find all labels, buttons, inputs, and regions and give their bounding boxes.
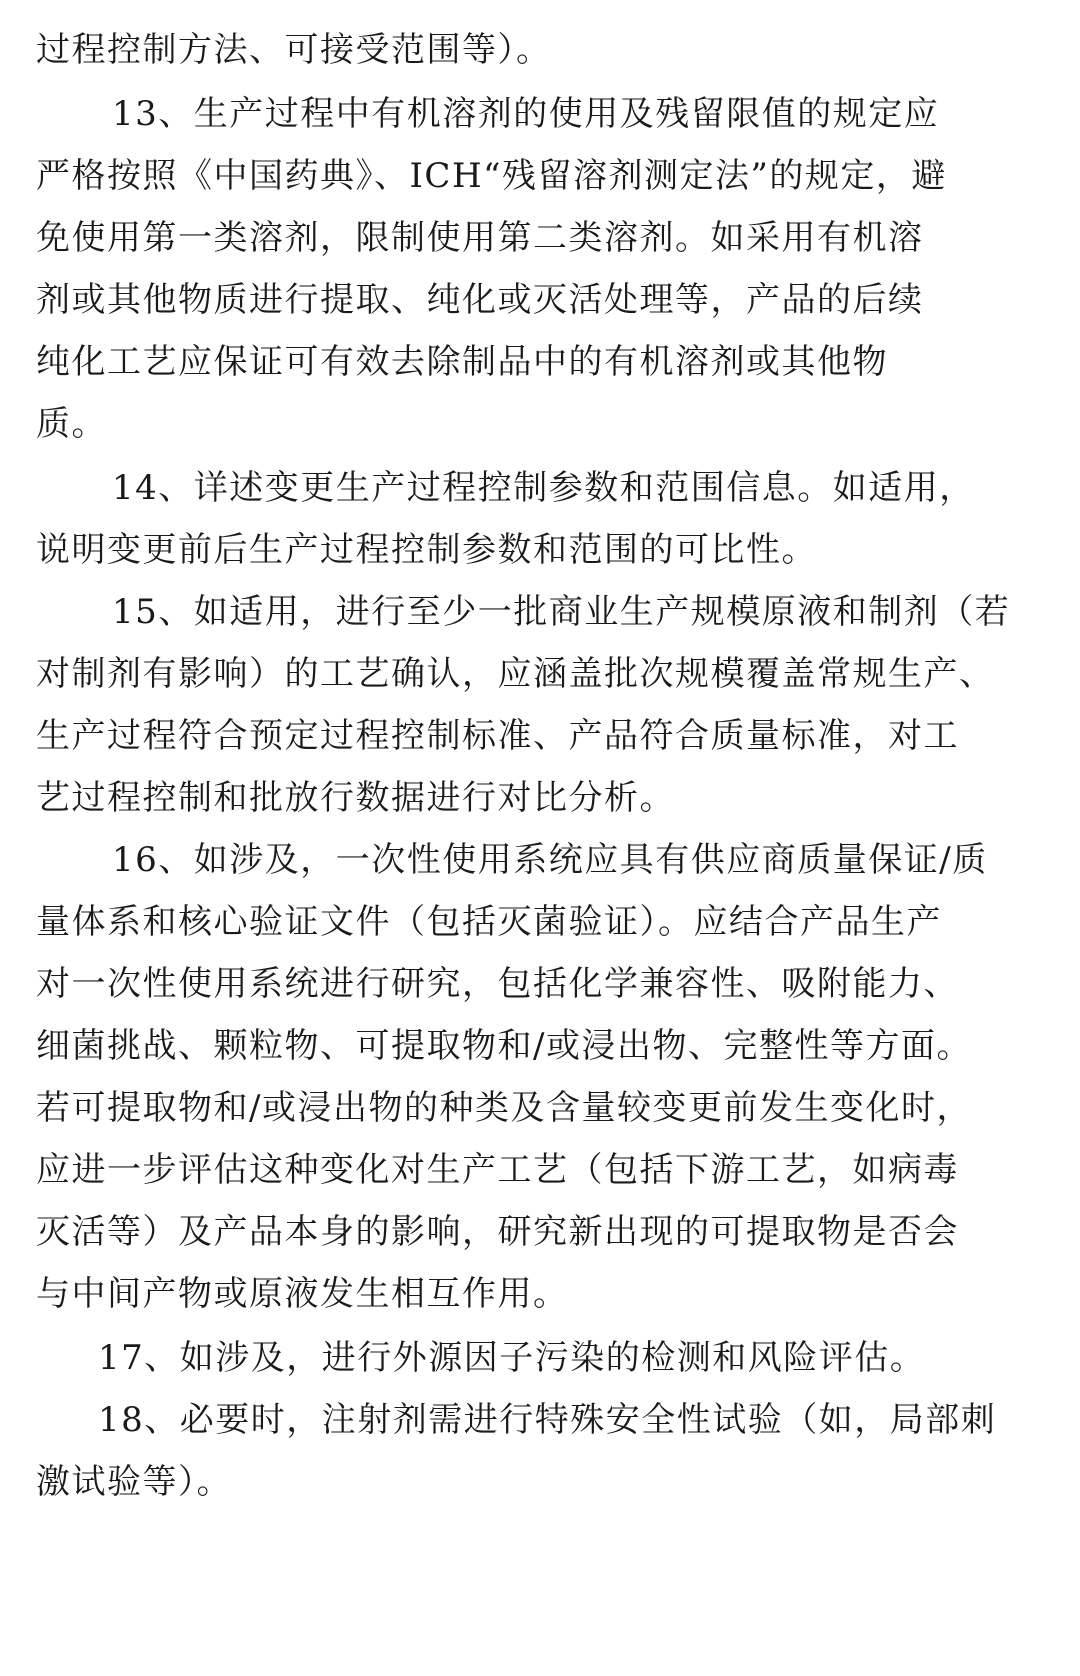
- text-line: 剂或其他物质进行提取、纯化或灭活处理等，产品的后续: [36, 280, 924, 320]
- text-line: 15、如适用，进行至少一批商业生产规模原液和制剂（若: [112, 592, 1011, 632]
- text-line: 14、详述变更生产过程控制参数和范围信息。如适用，: [112, 468, 975, 508]
- text-line: 若可提取物和/或浸出物的种类及含量较变更前发生变化时，: [36, 1088, 972, 1128]
- text-line: 生产过程符合预定过程控制标准、产品符合质量标准，对工: [36, 716, 959, 756]
- text-line: 严格按照《中国药典》、ICH“残留溶剂测定法”的规定，避: [36, 156, 947, 196]
- text-line: 17、如涉及，进行外源因子污染的检测和风险评估。: [98, 1338, 926, 1378]
- text-line: 纯化工艺应保证可有效去除制品中的有机溶剂或其他物: [36, 342, 888, 382]
- text-line: 质。: [36, 404, 107, 444]
- text-line: 免使用第一类溶剂，限制使用第二类溶剂。如采用有机溶: [36, 218, 924, 258]
- text-line: 过程控制方法、可接受范围等）。: [36, 30, 552, 70]
- text-line: 激试验等）。: [36, 1462, 232, 1502]
- text-line: 艺过程控制和批放行数据进行对比分析。: [36, 778, 675, 818]
- text-line: 13、生产过程中有机溶剂的使用及残留限值的规定应: [112, 94, 940, 134]
- text-line: 对制剂有影响）的工艺确认，应涵盖批次规模覆盖常规生产、: [36, 654, 995, 694]
- text-line: 对一次性使用系统进行研究，包括化学兼容性、吸附能力、: [36, 964, 959, 1004]
- text-line: 细菌挑战、颗粒物、可提取物和/或浸出物、完整性等方面。: [36, 1026, 972, 1066]
- text-line: 说明变更前后生产过程控制参数和范围的可比性。: [36, 530, 817, 570]
- text-line: 应进一步评估这种变化对生产工艺（包括下游工艺，如病毒: [36, 1150, 959, 1190]
- text-line: 16、如涉及，一次性使用系统应具有供应商质量保证/质: [112, 840, 988, 880]
- text-line: 与中间产物或原液发生相互作用。: [36, 1274, 569, 1314]
- text-line: 灭活等）及产品本身的影响，研究新出现的可提取物是否会: [36, 1212, 959, 1252]
- text-line: 量体系和核心验证文件（包括灭菌验证）。应结合产品生产: [36, 902, 942, 942]
- text-line: 18、必要时，注射剂需进行特殊安全性试验（如，局部刺: [98, 1400, 997, 1440]
